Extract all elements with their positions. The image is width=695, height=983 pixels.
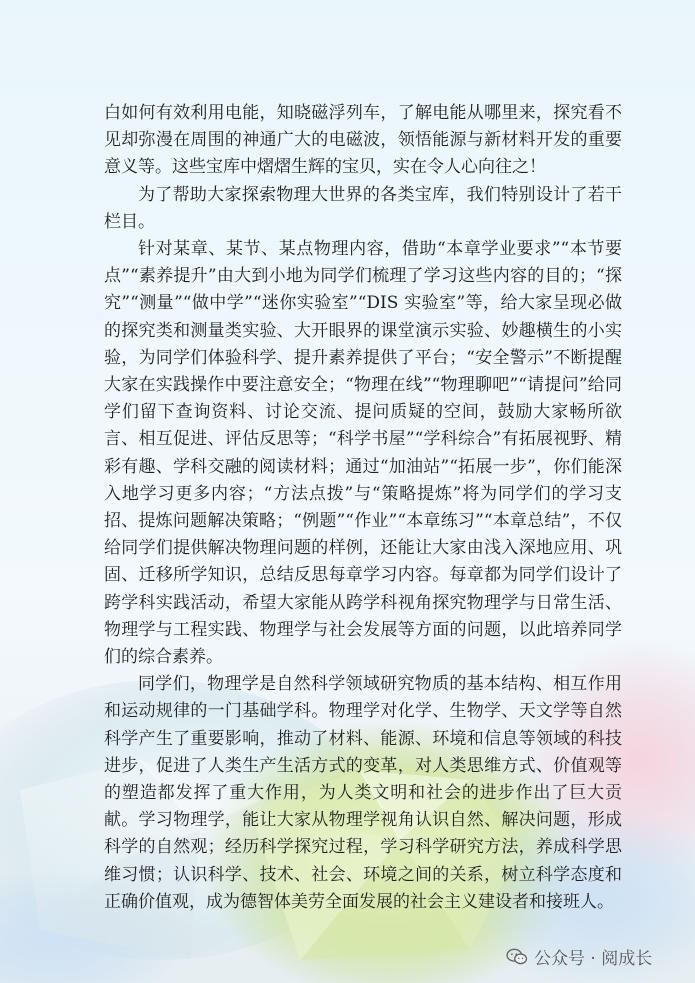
watermark (506, 944, 652, 969)
paragraph-physics-significance: 同学们，物理学是自然科学领域研究物质的基本结构、相互作用和运动规律的一门基础学科。物理学对化学、生物学、天文学等自然科学产生了重要影响，推动了材料、能源、环境和信息等领域的科技进步，促进了人类生产生活方式的变革，对人类思维方式、价值观等的塑造都发挥了重大作用，为人类文明和社会的进步作出了巨大贡献。学习物理学，能让大家从物理学视角认识自然、解决问题，形成科学的自然观；经历科学探究过程，学习科学研究方法，养成科学思维习惯；认识科学、技术、社会、环境之间的关系，树立科学态度和正确价值观，成为德智体美劳全面发展的社会主义建设者和接班人。 (104, 674, 622, 912)
body-text (104, 100, 622, 916)
paragraph-continuation: 白如何有效利用电能，知晓磁浮列车，了解电能从哪里来，探究看不见却弥漫在周围的神通广大的电磁波，领悟能源与新材料开发的重要意义等。这些宝库中熠熠生辉的宝贝，实在令人心向往之！ (104, 103, 622, 178)
wechat-icon (506, 948, 528, 966)
watermark-text: 公众号 · 阅成长 (534, 949, 653, 969)
paragraph-columns-detail: 针对某章、某节、某点物理内容，借助“本章学业要求”“本节要点”“素养提升”由大到小地为同学们梳理了学习这些内容的目的；“探究”“测量”“做中学”“迷你实验室”“DIS 实验室”等，给大家呈现必做的探究类和测量类实验、大开眼界的课堂演示实验、妙趣横生的小实验，为同学们体验科学、提升素养提供了平台；“安全警示”不断提醒大家在实践操作中要注意安全；“物理在线”“物理聊吧”“请提问”给同学们留下查询资料、讨论交流、提问质疑的空间，鼓励大家畅所欲言、相互促进、评估反思等；“科学书屋”“学科综合”有拓展视野、精彩有趣、学科交融的阅读材料；通过“加油站”“拓展一步”，你们能深入地学习更多内容；“方法点拨”与“策略提炼”将为同学们的学习支招、提炼问题解决策略；“例题”“作业”“本章练习”“本章总结”，不仅给同学们提供解决物理问题的样例，还能让大家由浅入深地应用、巩固、迁移所学知识，总结反思每章学习内容。每章都为同学们设计了跨学科实践活动，希望大家能从跨学科视角探究物理学与日常生活、物理学与工程实践、物理学与社会发展等方面的问题，以此培养同学们的综合素养。 (104, 239, 622, 668)
paragraph-columns-intro: 为了帮助大家探索物理大世界的各类宝库，我们特别设计了若干栏目。 (104, 184, 622, 232)
